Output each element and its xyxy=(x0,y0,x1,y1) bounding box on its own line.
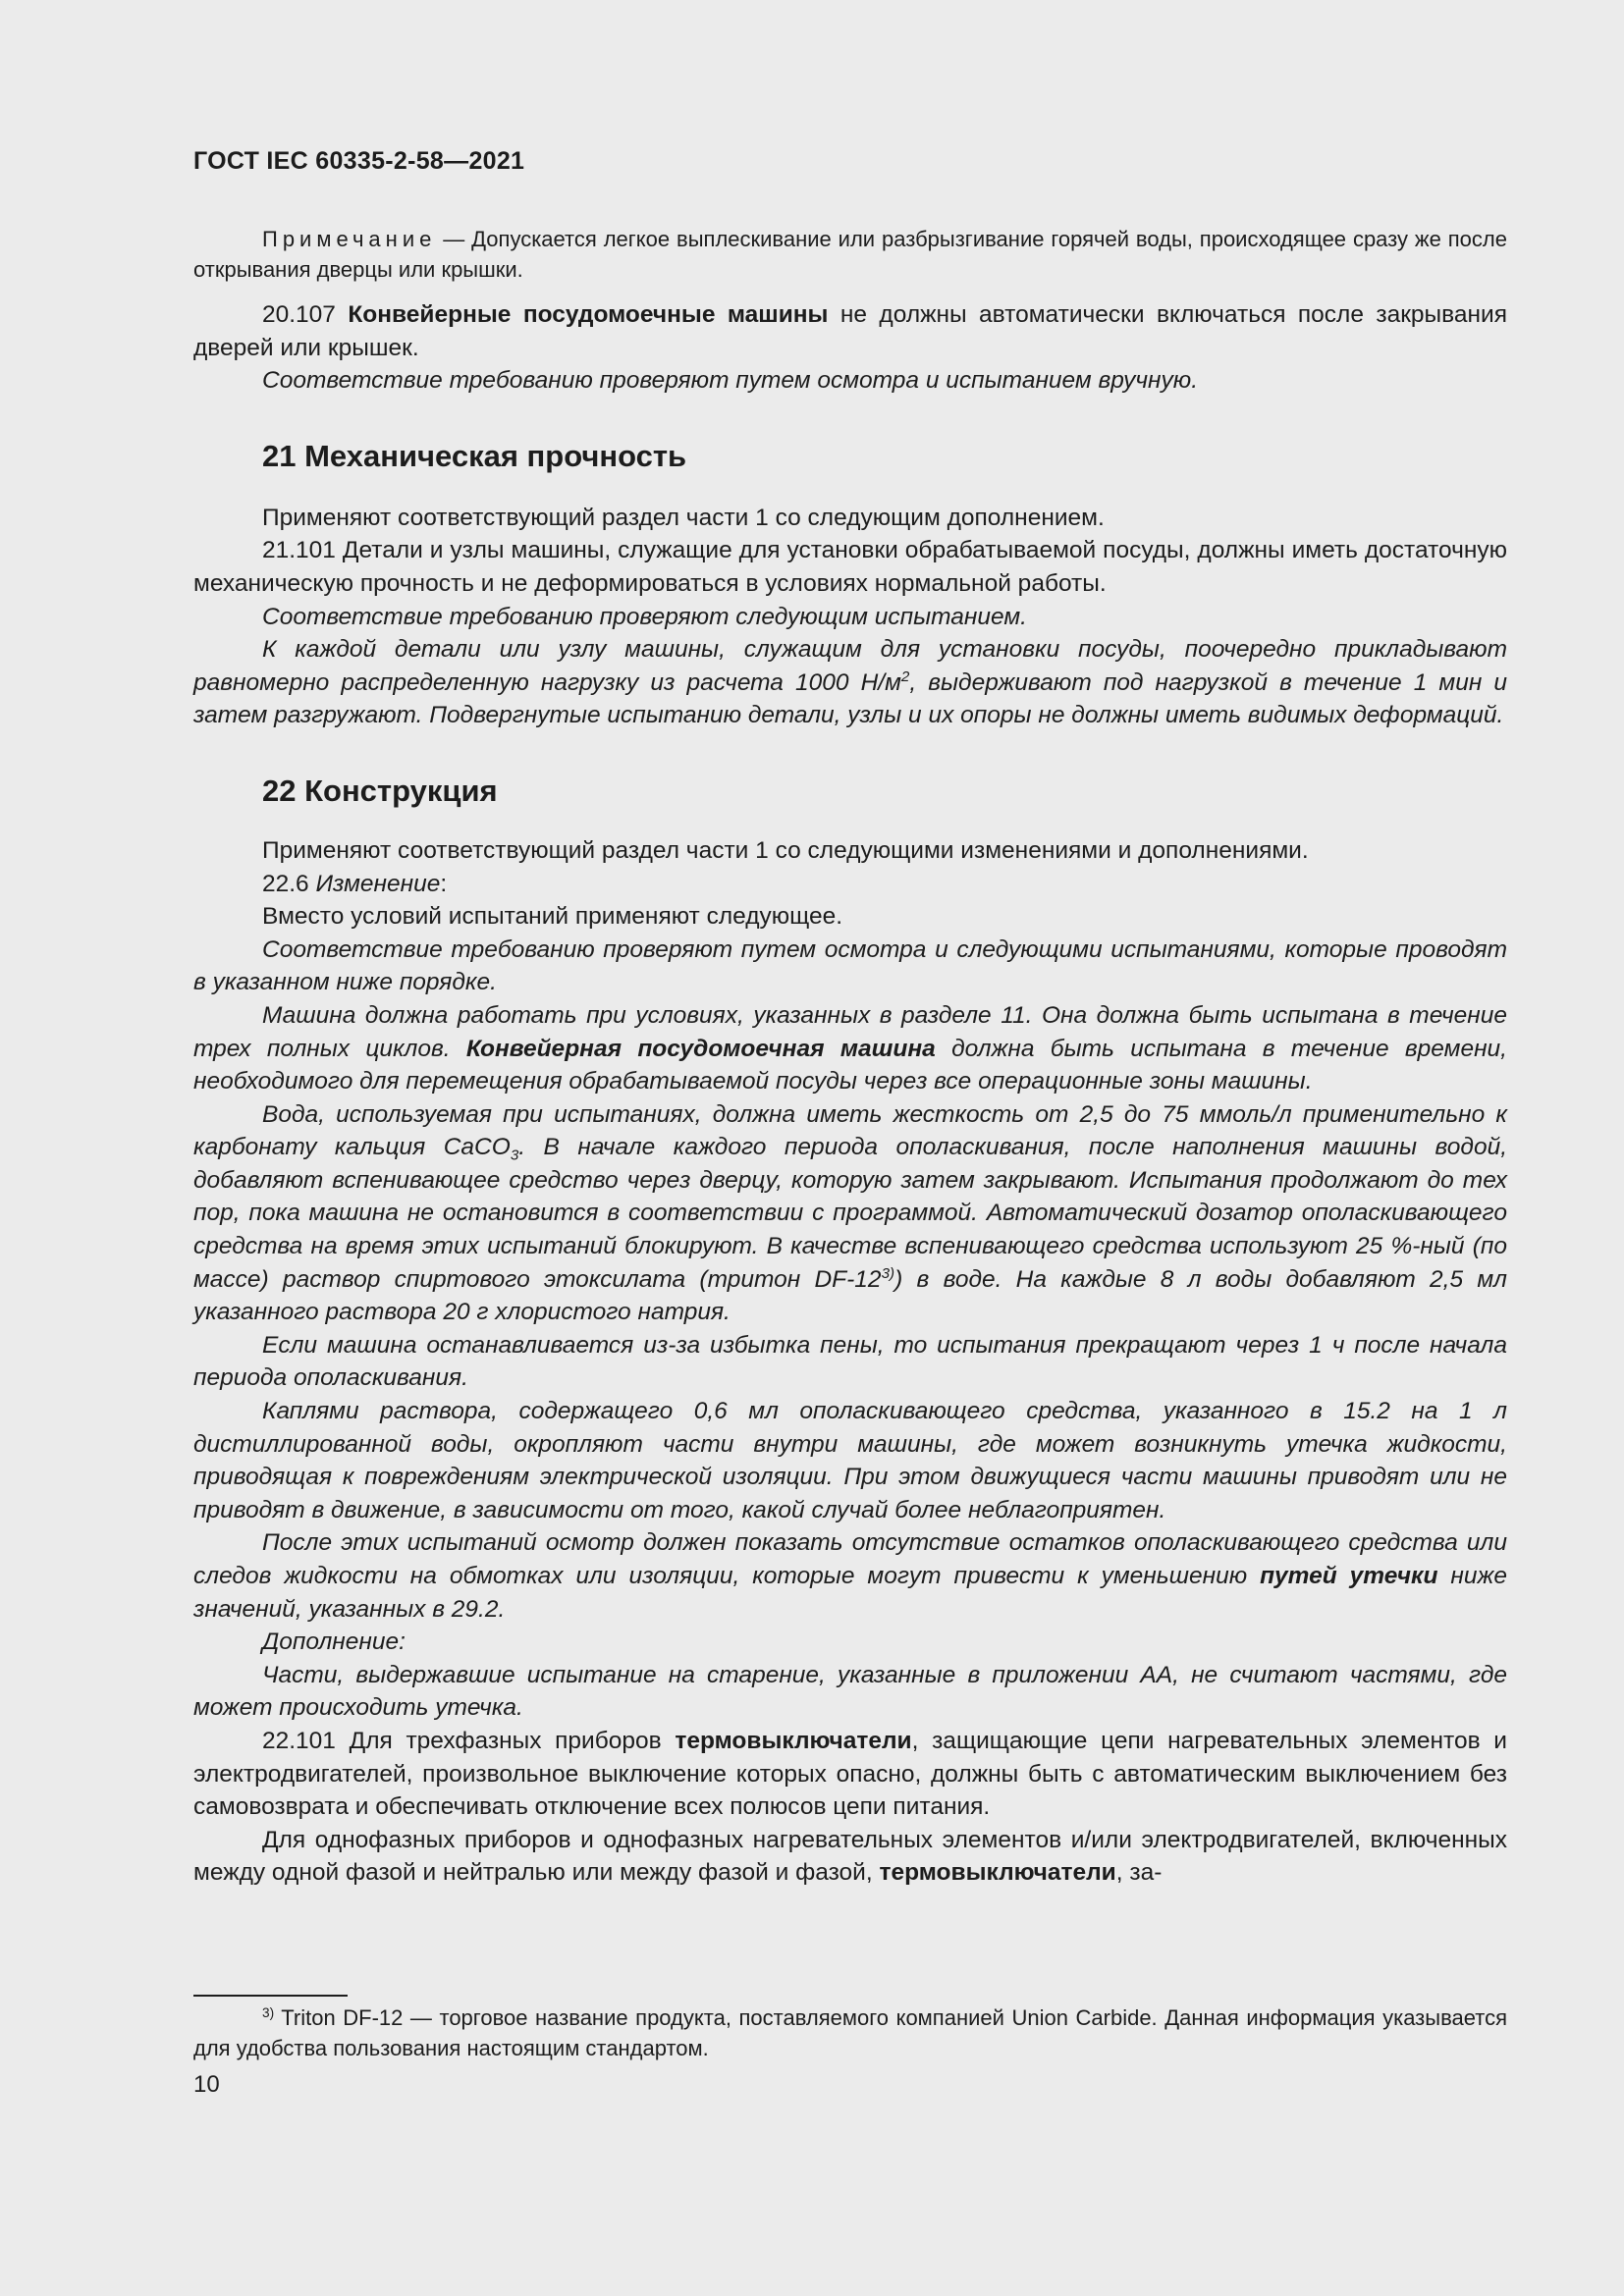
foam-text: Если машина останавливается из-за избытка пены, то испытания прекращают через 1 ч после начала периода ополаскивания. xyxy=(193,1331,1507,1392)
addition-label-text: Дополнение: xyxy=(262,1629,406,1656)
section-22-intro: Применяют соответствующий раздел части 1 со следующими изменениями и дополнениями. xyxy=(262,836,1309,864)
clause-22-101-part1: 22.101 Для трехфазных приборов xyxy=(262,1727,676,1754)
section-21-compliance-text: Соответствие требованию проверяют следующим испытанием. xyxy=(262,603,1027,630)
page-number: 10 xyxy=(193,2071,220,2098)
section-22-machine-paragraph xyxy=(193,999,1507,1098)
section-22-addition-label xyxy=(193,1626,1507,1659)
section-21-title: 21 Механическая прочность xyxy=(262,438,687,473)
clause-22-6-number: 22.6 xyxy=(262,870,316,897)
section-22-drops-paragraph xyxy=(193,1395,1507,1526)
footnote xyxy=(193,2002,1507,2063)
footnote-marker: 3) xyxy=(262,2004,275,2020)
clause-20-107-compliance xyxy=(193,364,1507,398)
section-22-compliance xyxy=(193,934,1507,999)
page-header: ГОСТ IEC 60335-2-58—2021 xyxy=(193,147,525,175)
section-21-test-part2: , выдерживают под нагрузкой в течение 1 мин и затем разгружают. Подвергнутые испытанию детали, узлы и их опоры не должны иметь видимых деформаций. xyxy=(193,668,1507,729)
section-22-foam-paragraph xyxy=(193,1329,1507,1395)
addition-text: Части, выдержавшие испытание на старение, указанные в приложении АА, не считают частями, где может происходить утечка. xyxy=(193,1661,1507,1722)
drops-text: Каплями раствора, содержащего 0,6 мл ополаскивающего средства, указанного в 15.2 на 1 л дистиллированной воды, окропляют части внутри машины, где может возникнуть утечка жидкости, приводящая к повреждениям электрической изоляции. При этом движущиеся части машины приводят или не приводят в движение, в зависимости от того, какой случай более неблагоприятен. xyxy=(193,1398,1507,1523)
footnote-divider xyxy=(193,1995,348,1997)
after-paragraph-text xyxy=(193,1529,1507,1622)
section-21-test xyxy=(193,633,1507,732)
after-part1: После этих испытаний осмотр должен показать отсутствие остатков ополаскивающего средства или следов жидкости на обмотках или изоляции, которые могут привести к уменьшению xyxy=(193,1529,1507,1589)
machine-part1: Машина должна работать при условиях, указанных в разделе 11. Она должна быть испытана в течение трех полных циклов. xyxy=(193,1001,1507,1062)
clause-22-6-replacement: Вместо условий испытаний применяют следующее. xyxy=(262,903,843,931)
footnote-text: Triton DF-12 — торговое название продукта, поставляемого компанией Union Carbide. Данная информация указывается для удобства пользования настоящим стандартом. xyxy=(193,2005,1507,2060)
machine-part2: должна быть испытана в течение времени, необходимого для перемещения обрабатываемой посуды через все операционные зоны машины. xyxy=(193,1035,1507,1095)
clause-20-107-compliance-text: Соответствие требованию проверяют путем осмотра и испытанием вручную. xyxy=(262,367,1198,395)
water-part2: . В начале каждого периода ополаскивания, после наполнения машины водой, добавляют вспенивающее средство через дверцу, которую затем закрывают. Испытания продолжают до тех пор, пока машина не остановится в соответствии с программой. Автоматический дозатор ополаскивающего средства на время этих испытаний блокируют. В качестве вспенивающего средства используют 25 %-ный (по массе) раствор спиртового этоксилата (тритон DF-12 xyxy=(193,1134,1508,1293)
page-content xyxy=(193,224,1507,1890)
water-part1: Вода, используемая при испытаниях, должна иметь жесткость от 2,5 до 75 ммоль/л применительно к карбонату кальция CaCO xyxy=(193,1100,1507,1161)
clause-22-101-part2: , защищающие цепи нагревательных элементов и электродвигателей, произвольное выключение которых опасно, должны быть с автоматическим выключением без самовозврата и обеспечивать отключение всех полюсов цепи питания. xyxy=(193,1727,1507,1821)
single-phase-part1: Для однофазных приборов и однофазных нагревательных элементов и/или электродвигателей, включенных между одной фазой и нейтралью или между фазой и фазой, xyxy=(193,1826,1507,1887)
single-phase-term: термовыключатели xyxy=(879,1859,1116,1887)
clause-20-107 xyxy=(193,298,1507,364)
water-sub: 3 xyxy=(510,1147,519,1164)
section-22-after-paragraph xyxy=(193,1526,1507,1626)
water-footnote-ref: 3) xyxy=(881,1264,895,1282)
after-part2: ниже значений, указанных в 29.2. xyxy=(193,1563,1507,1623)
section-22-single-phase-paragraph xyxy=(193,1824,1507,1890)
section-22-compliance-text: Соответствие требованию проверяют путем осмотра и следующими испытаниями, которые проводят в указанном ниже порядке. xyxy=(193,935,1507,996)
clause-20-107-text: не должны автоматически включаться после закрывания дверей или крышек. xyxy=(193,301,1507,361)
clause-22-6-colon: : xyxy=(440,870,448,897)
section-21-compliance xyxy=(193,601,1507,634)
water-part3: ) в воде. На каждые 8 л воды добавляют 2,5 мл указанного раствора 20 г хлористого натрия. xyxy=(193,1265,1507,1326)
clause-20-107-number: 20.107 xyxy=(262,301,349,328)
section-22-water-paragraph xyxy=(193,1098,1507,1329)
clause-21-101: 21.101 Детали и узлы машины, служащие для установки обрабатываемой посуды, должны иметь достаточную механическую прочность и не деформироваться в условиях нормальной работы. xyxy=(193,537,1507,597)
machine-term: Конвейерная посудомоечная машина xyxy=(465,1035,936,1062)
machine-paragraph-text xyxy=(193,1002,1507,1095)
section-21-intro: Применяют соответствующий раздел части 1 со следующим дополнением. xyxy=(262,504,1105,531)
water-paragraph-text xyxy=(193,1101,1507,1326)
single-phase-part2: , за- xyxy=(1115,1859,1163,1887)
section-21-test-text xyxy=(193,636,1507,728)
clause-22-101-term: термовыключатели xyxy=(675,1727,912,1754)
section-21-test-part1: К каждой детали или узлу машины, служащим для установки посуды, поочередно прикладывают равномерно распределенную нагрузку из расчета 1000 Н/м xyxy=(193,636,1507,696)
section-21-test-sup: 2 xyxy=(900,667,910,685)
clause-20-107-term: Конвейерные посудомоечные машины xyxy=(348,301,829,328)
note-text: — Допускается легкое выплескивание или разбрызгивание горячей воды, происходящее сразу же после открывания дверцы или крышки. xyxy=(193,227,1507,282)
clause-22-6-label: Изменение xyxy=(315,870,441,897)
section-22-title: 22 Конструкция xyxy=(262,773,498,808)
clause-22-101 xyxy=(193,1725,1507,1824)
after-term: путей утечки xyxy=(1260,1563,1438,1589)
note-paragraph xyxy=(193,224,1507,285)
section-22-addition-paragraph xyxy=(193,1659,1507,1725)
clause-22-6 xyxy=(193,868,1507,901)
note-label: Примечание xyxy=(262,227,437,251)
